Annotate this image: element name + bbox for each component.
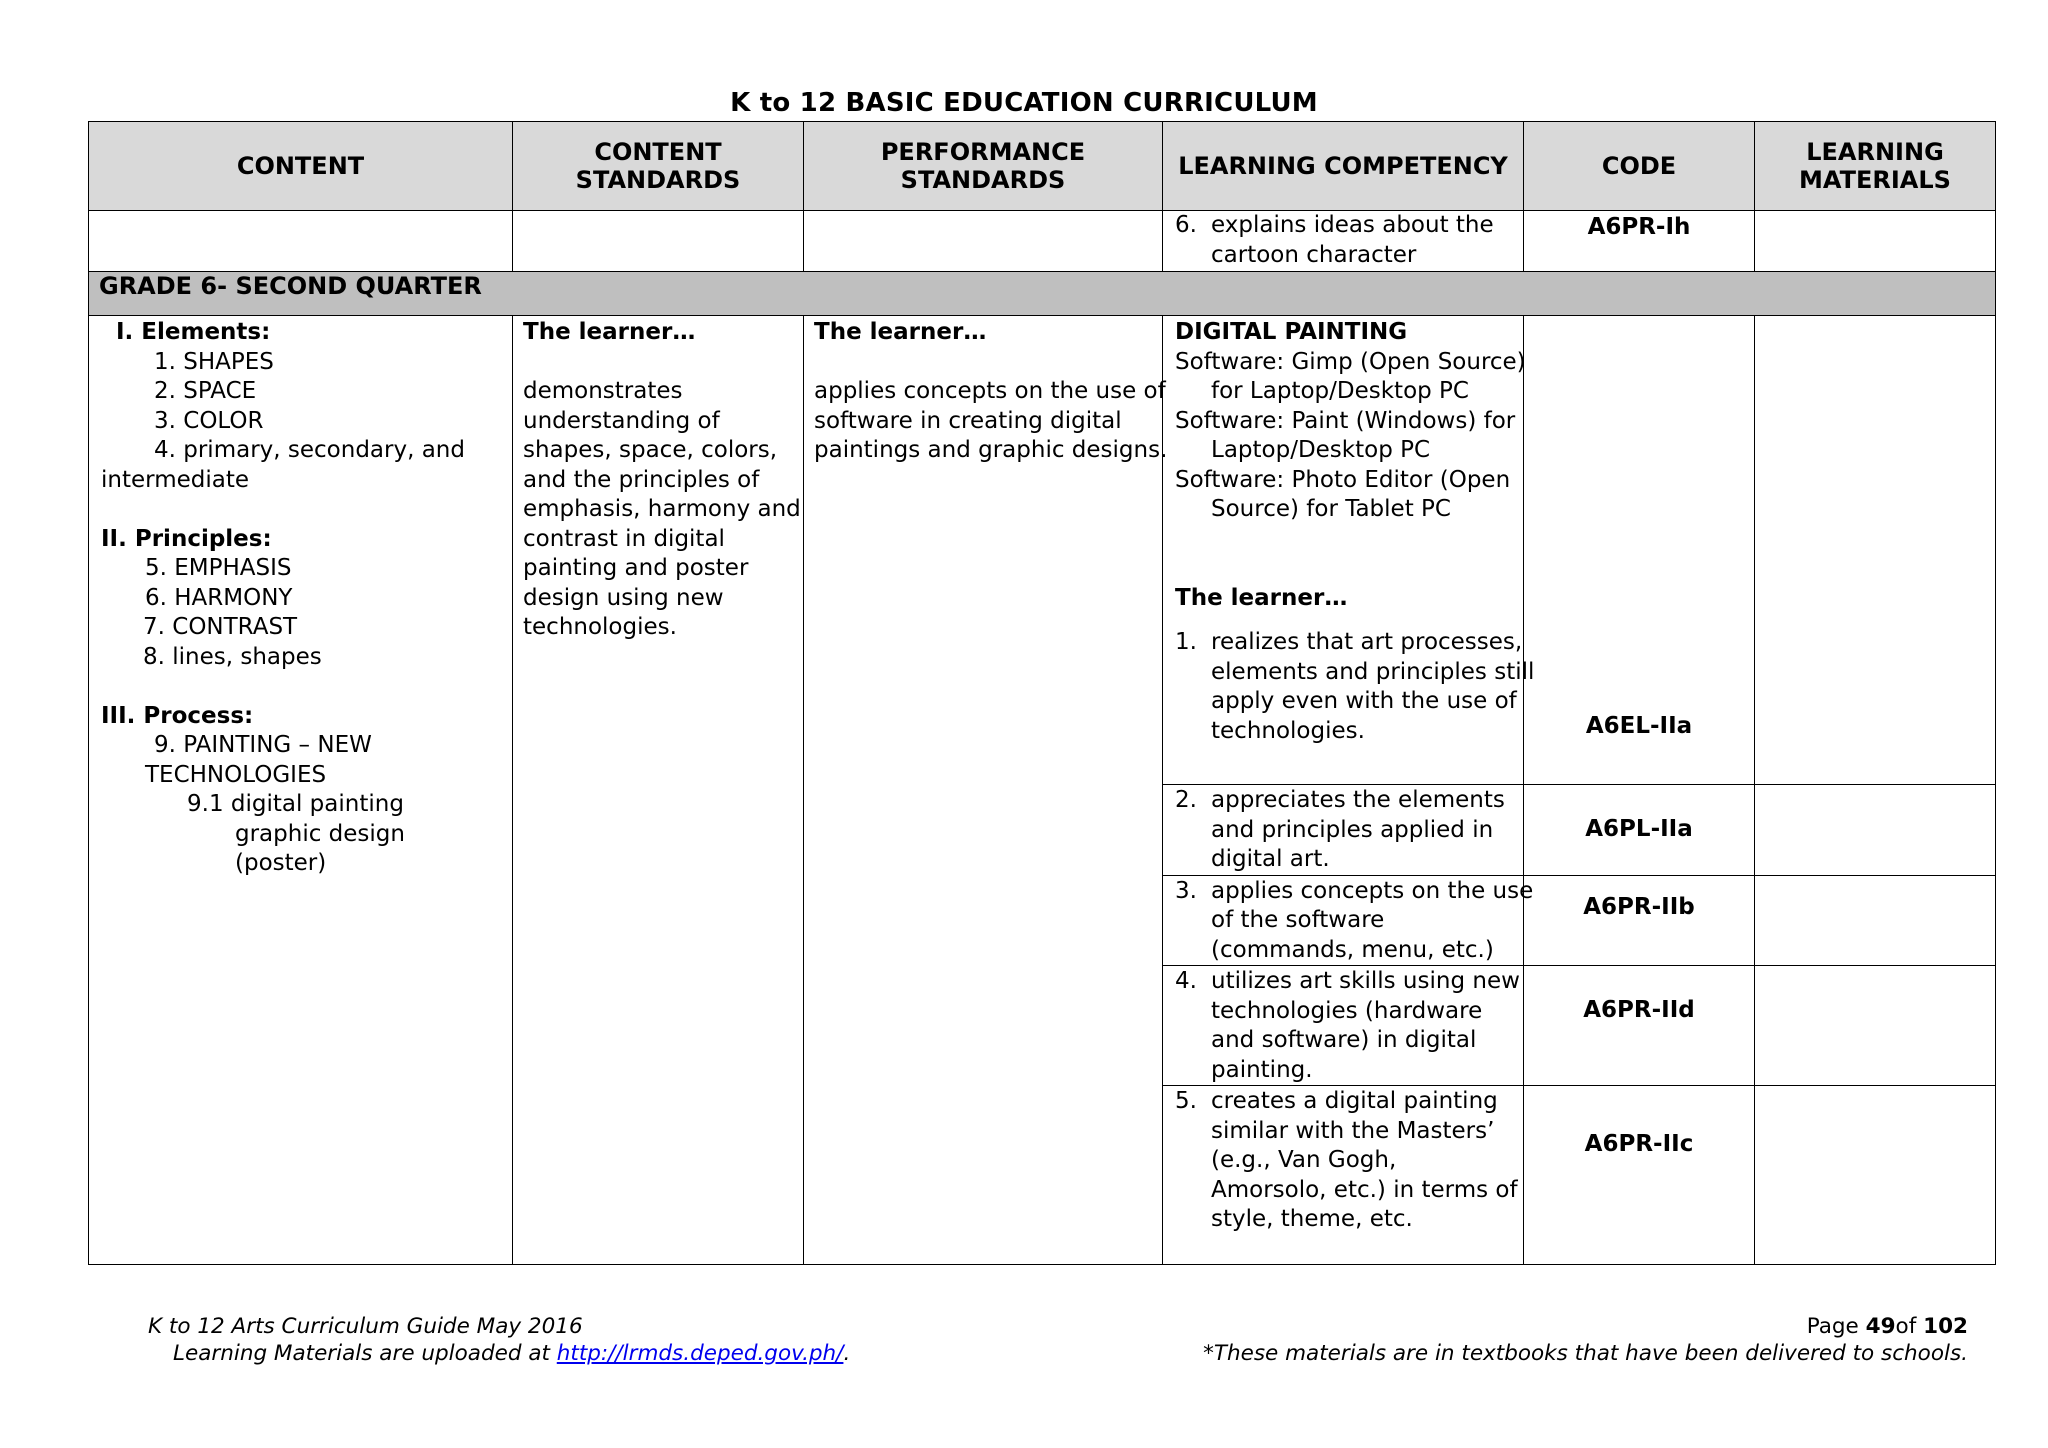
empty-cell <box>513 211 804 272</box>
learning-materials-cell <box>1755 1086 1996 1265</box>
quarter-heading: GRADE 6- SECOND QUARTER <box>89 272 1996 316</box>
competency-text: similar with the Masters’ <box>1211 1117 1495 1144</box>
competency-text: apply even with the use of <box>1211 688 1517 714</box>
standard-line: contrast in digital <box>523 525 725 552</box>
standard-line: and the principles of <box>523 466 760 493</box>
content-standards-cell <box>513 316 804 1265</box>
competency-text: realizes that art processes, <box>1211 629 1523 655</box>
empty-cell <box>89 211 513 272</box>
competency-text: (commands, menu, etc.) <box>1211 936 1494 963</box>
content-item: intermediate <box>101 466 249 493</box>
standard-line: emphasis, harmony and <box>523 496 801 522</box>
competency-cell <box>1163 316 1535 785</box>
content-item: 1. SHAPES <box>154 348 274 375</box>
standard-line: design using new <box>523 584 724 611</box>
competency-text: cartoon character <box>1211 241 1417 268</box>
header-performance-standards: PERFORMANCE STANDARDS <box>804 122 1163 211</box>
code-cell: A6PR-IId <box>1524 966 1755 1086</box>
quarter-row <box>89 272 1996 316</box>
learning-materials-cell <box>1755 211 1996 272</box>
code-cell: A6PR-IIb <box>1524 875 1755 966</box>
content-item: 6. HARMONY <box>145 584 293 611</box>
competency-text: technologies (hardware <box>1211 997 1483 1024</box>
competency-text: utilizes art skills using new <box>1211 968 1520 994</box>
competency-cell <box>1163 875 1534 966</box>
competency-text: applies concepts on the use <box>1211 877 1534 904</box>
standard-line: software in creating digital <box>814 407 1122 434</box>
competency-number: 1. <box>1175 629 1197 655</box>
competency-number: 5. <box>1175 1088 1197 1114</box>
guide-name: K to 12 Arts Curriculum Guide May 2016 <box>148 1314 583 1339</box>
learner-heading: The learner… <box>814 319 987 345</box>
competency-text: style, theme, etc. <box>1211 1206 1413 1232</box>
competency-number: 2. <box>1175 787 1197 813</box>
curriculum-table <box>88 121 1996 1265</box>
principles-heading: II. Principles: <box>101 525 272 552</box>
materials-note: *These materials are in textbooks that have been delivered to schools. <box>1203 1341 1968 1366</box>
competency-number: 3. <box>1175 877 1197 904</box>
competency-number: 6. <box>1175 212 1197 238</box>
header-learning-materials: LEARNING MATERIALS <box>1755 122 1996 211</box>
software-line: Laptop/Desktop PC <box>1211 437 1431 463</box>
standard-line: demonstrates <box>523 378 683 404</box>
page-title: K to 12 BASIC EDUCATION CURRICULUM <box>730 88 1318 118</box>
content-item: 8. lines, shapes <box>143 643 322 670</box>
footer-left <box>148 1313 850 1367</box>
learning-materials-cell <box>1755 785 1996 876</box>
lrmds-link[interactable]: http://lrmds.deped.gov.ph/ <box>556 1341 844 1366</box>
competency-cell <box>1163 785 1524 876</box>
competency-text: of the software <box>1211 907 1385 933</box>
upload-note: Learning Materials are uploaded at http://lrmds.deped.gov.ph/. <box>173 1341 851 1366</box>
competency-row-1 <box>89 316 1996 785</box>
software-line: for Laptop/Desktop PC <box>1211 378 1469 404</box>
content-item: 3. COLOR <box>154 407 264 434</box>
content-item: 2. SPACE <box>154 378 257 404</box>
competency-text: technologies. <box>1211 717 1365 744</box>
competency-cell <box>1163 966 1524 1086</box>
process-heading: III. Process: <box>101 702 254 729</box>
competency-cell <box>1163 211 1524 272</box>
header-code: CODE <box>1524 122 1755 211</box>
page-number: Page 49of 102 <box>1806 1314 1968 1339</box>
standard-line: applies concepts on the use of <box>814 378 1166 404</box>
standard-line: painting and poster <box>523 555 749 581</box>
header-learning-competency: LEARNING COMPETENCY <box>1163 122 1524 211</box>
learning-materials-cell <box>1755 875 1996 966</box>
header-content: CONTENT <box>89 122 513 211</box>
learner-heading: The learner… <box>523 319 696 345</box>
standard-line: technologies. <box>523 614 677 640</box>
content-item: TECHNOLOGIES <box>145 761 327 788</box>
header-content-standards: CONTENT STANDARDS <box>513 122 804 211</box>
header-row <box>89 122 1996 211</box>
carry-over-row <box>89 211 1996 272</box>
standard-line: understanding of <box>523 407 720 434</box>
competency-text: elements and principles still <box>1211 658 1535 685</box>
competency-text: Amorsolo, etc.) in terms of <box>1211 1176 1518 1203</box>
code-cell: A6EL-IIa <box>1524 316 1755 785</box>
software-line: Software: Photo Editor (Open <box>1175 466 1511 493</box>
code-cell: A6PR-IIc <box>1524 1086 1755 1265</box>
footer-right <box>1203 1313 1968 1367</box>
competency-text: painting. <box>1211 1056 1313 1083</box>
content-item: 7. CONTRAST <box>143 614 298 640</box>
competency-text: appreciates the elements <box>1211 787 1505 813</box>
software-line: Source) for Tablet PC <box>1211 496 1451 522</box>
competency-text: (e.g., Van Gogh, <box>1211 1147 1397 1173</box>
competency-cell <box>1163 1086 1524 1265</box>
learning-materials-cell <box>1755 316 1996 785</box>
competency-text: and software) in digital <box>1211 1027 1477 1053</box>
competency-number: 4. <box>1175 968 1197 994</box>
content-item: 9. PAINTING – NEW <box>154 732 372 758</box>
content-cell <box>89 316 513 1265</box>
learner-heading: The learner… <box>1175 584 1348 611</box>
code-cell: A6PR-Ih <box>1524 211 1755 272</box>
learning-materials-cell <box>1755 966 1996 1086</box>
standard-line: shapes, space, colors, <box>523 437 778 463</box>
competency-text: explains ideas about the <box>1211 212 1494 238</box>
competency-text: and principles applied in <box>1211 816 1494 843</box>
performance-standards-cell <box>804 316 1168 1265</box>
elements-heading: I. Elements: <box>116 319 271 345</box>
digital-painting-heading: DIGITAL PAINTING <box>1175 319 1408 345</box>
content-item: 9.1 digital painting <box>187 791 404 817</box>
standard-line: paintings and graphic designs. <box>814 437 1168 463</box>
content-item: 4. primary, secondary, and <box>154 437 465 463</box>
software-line: Software: Gimp (Open Source) <box>1175 348 1526 375</box>
content-item: 5. EMPHASIS <box>145 555 292 581</box>
competency-text: digital art. <box>1211 846 1330 872</box>
software-line: Software: Paint (Windows) for <box>1175 407 1516 434</box>
content-item: graphic design (poster) <box>235 820 405 876</box>
empty-cell <box>804 211 1163 272</box>
competency-text: creates a digital painting <box>1211 1088 1498 1114</box>
code-cell: A6PL-IIa <box>1524 785 1755 876</box>
